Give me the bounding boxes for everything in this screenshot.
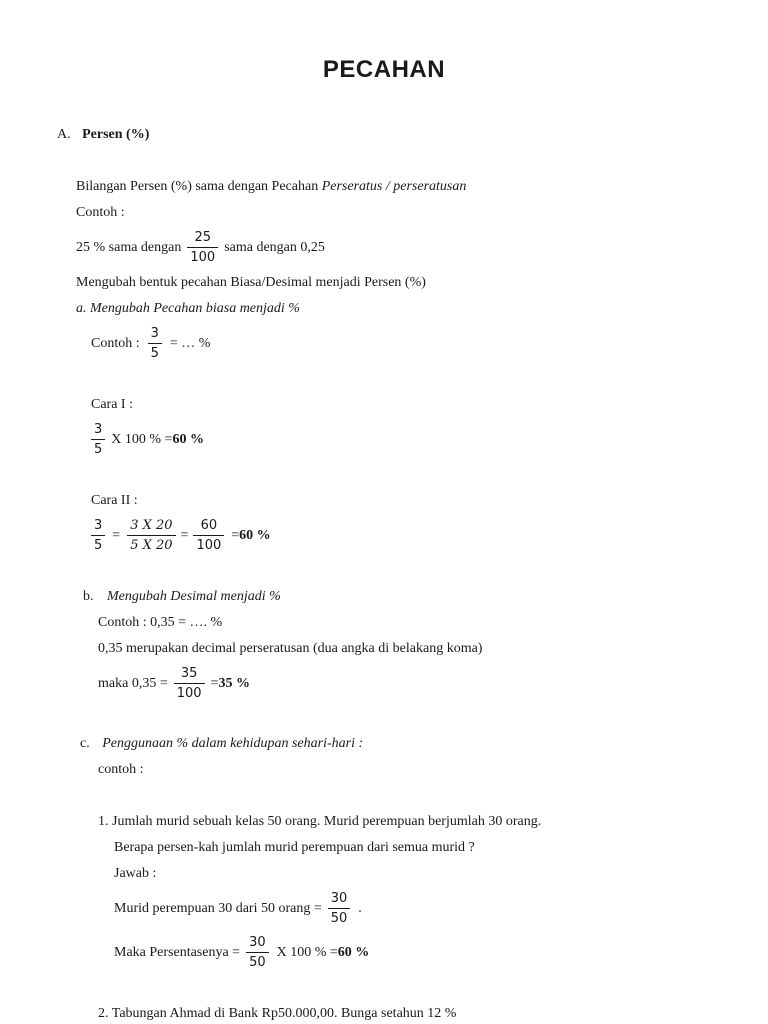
part-c-title: Penggunaan % dalam kehidupan sehari-hari :: [102, 736, 364, 751]
fraction-denominator: 5 X 20: [127, 535, 175, 553]
example-25-percent: [76, 230, 325, 265]
cara-1-label: Cara I :: [91, 397, 133, 412]
maka-result: 35 %: [218, 675, 250, 691]
fraction-numerator: 30: [249, 935, 266, 950]
fraction-numerator: 60: [200, 518, 218, 533]
fraction-3-5: [91, 422, 105, 457]
fraction-denominator: 5: [148, 343, 162, 361]
fraction-25-100: [187, 230, 218, 265]
part-b-contoh: Contoh : 0,35 = …. %: [98, 615, 223, 630]
example-suffix: sama dengan 0,25: [224, 239, 325, 255]
fraction-numerator: 3: [150, 326, 159, 341]
question-1-answer-1: [114, 891, 362, 926]
equals-sign: =: [231, 527, 240, 543]
question-2-line-1: 2. Tabungan Ahmad di Bank Rp50.000,00. Bunga setahun 12 %: [98, 1006, 457, 1021]
section-a-heading: [57, 127, 149, 143]
answer-2-result: 60 %: [337, 944, 370, 960]
question-1-jawab: Jawab :: [114, 866, 157, 881]
part-a-contoh-suffix: = … %: [169, 335, 211, 351]
intro-text: Bilangan Persen (%) sama dengan Pecahan: [76, 179, 322, 194]
fraction-numerator: 35: [180, 666, 198, 681]
example-prefix: 25 % sama dengan: [76, 239, 182, 255]
part-a-heading: a. Mengubah Pecahan biasa menjadi %: [76, 301, 300, 316]
fraction-30-50: [328, 891, 351, 926]
fraction-denominator: 100: [193, 535, 224, 553]
fraction-3-5: [91, 518, 105, 553]
fraction-denominator: 5: [91, 439, 105, 457]
cara-1-result: 60 %: [172, 431, 204, 447]
part-b-maka: [98, 666, 250, 701]
fraction-numerator: 3: [94, 518, 103, 533]
equals-sign: =: [112, 527, 121, 543]
part-a-contoh: [91, 326, 210, 361]
maka-equals: =: [210, 675, 219, 691]
section-a-title: Persen (%): [82, 127, 150, 142]
fraction-denominator: 5: [91, 535, 105, 553]
convert-heading: Mengubah bentuk pecahan Biasa/Desimal menjadi Persen (%): [76, 275, 426, 290]
fraction-denominator: 100: [187, 247, 218, 265]
fraction-numerator: 25: [194, 230, 212, 245]
part-b-title: Mengubah Desimal menjadi %: [107, 589, 281, 604]
fraction-denominator: 100: [174, 683, 205, 701]
equals-sign: =: [180, 527, 189, 543]
intro-italic: Perseratus / perseratusan: [321, 179, 467, 194]
fraction-3x20-5x20: [127, 518, 175, 553]
answer-2-expr: X 100 % =: [276, 944, 338, 960]
section-a-marker: A.: [57, 127, 71, 142]
part-c-contoh: contoh :: [98, 762, 144, 777]
part-b-heading: [83, 589, 281, 605]
answer-1-suffix: .: [358, 900, 362, 916]
question-1-line-2: Berapa persen-kah jumlah murid perempuan dari semua murid ?: [114, 840, 475, 855]
fraction-denominator: 50: [328, 908, 351, 926]
part-c-heading: [80, 736, 363, 752]
page-title: PECAHAN: [322, 56, 446, 83]
part-c-marker: c.: [80, 736, 90, 751]
maka-prefix: maka 0,35 =: [98, 675, 168, 691]
part-b-marker: b.: [83, 589, 94, 604]
fraction-numerator: 3: [94, 422, 103, 437]
cara-2-expression: [91, 518, 271, 553]
answer-2-prefix: Maka Persentasenya =: [114, 944, 241, 960]
answer-1-prefix: Murid perempuan 30 dari 50 orang =: [114, 900, 322, 916]
contoh-label: Contoh :: [76, 205, 125, 220]
part-b-explanation: 0,35 merupakan decimal perseratusan (dua angka di belakang koma): [98, 641, 483, 656]
question-1-line-1: 1. Jumlah murid sebuah kelas 50 orang. Murid perempuan berjumlah 30 orang.: [98, 814, 542, 829]
fraction-35-100: [174, 666, 205, 701]
cara-2-label: Cara II :: [91, 493, 138, 508]
cara-1-expr: X 100 % =: [111, 431, 173, 447]
cara-2-result: 60 %: [239, 527, 271, 543]
fraction-60-100: [193, 518, 224, 553]
fraction-3-5: [148, 326, 162, 361]
question-1-answer-2: [114, 935, 369, 970]
fraction-numerator: 30: [330, 891, 348, 906]
cara-1-expression: [91, 422, 204, 457]
intro-line: [76, 179, 466, 195]
fraction-30-50: [246, 935, 269, 970]
fraction-numerator: 3 X 20: [130, 518, 173, 533]
part-a-contoh-label: Contoh :: [91, 335, 140, 351]
fraction-denominator: 50: [246, 952, 269, 970]
